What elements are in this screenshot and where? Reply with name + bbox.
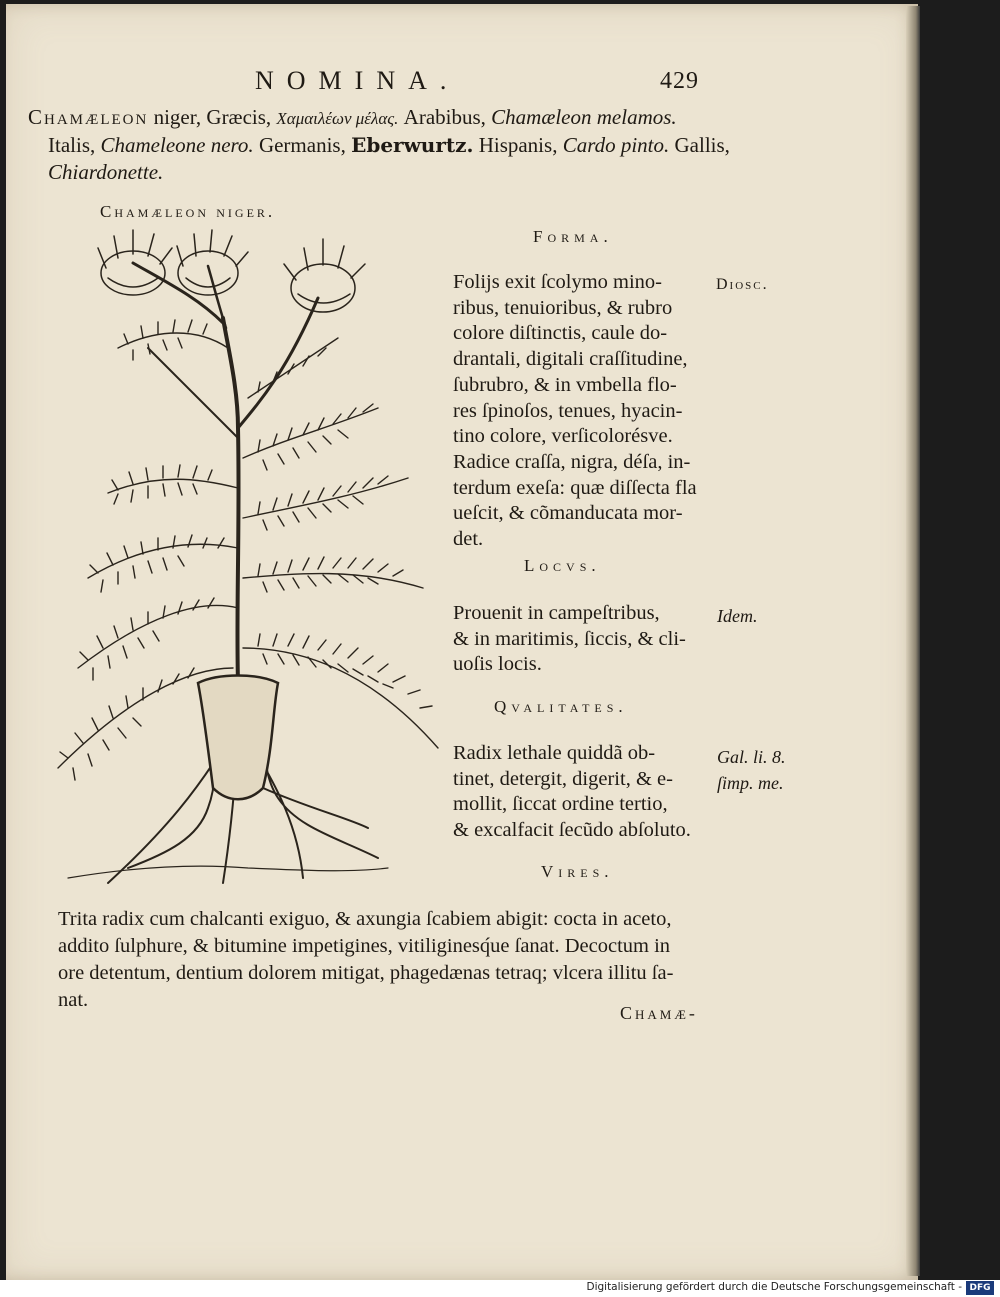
nomina-text: niger, Græcis,: [148, 105, 277, 129]
forma-line: Folijs exit ſcolymo mino-: [453, 271, 662, 293]
vires-line: ore detentum, dentium dolorem mitigat, phagedænas tetraq; vlcera illitu ſa-: [58, 962, 674, 984]
nomina-text: Italis,: [48, 133, 101, 157]
page-edge-shadow: [906, 6, 920, 1276]
qualitates-line: mollit, ſiccat ordine tertio,: [453, 793, 668, 816]
nomina-line-2: [28, 132, 728, 159]
footer-credit-text: Digitalisierung gefördert durch die Deutsche Forschungsgemeinschaft -: [586, 1281, 962, 1293]
nomina-headword: Chamæleon: [28, 105, 149, 129]
nomina-paragraph: [28, 104, 728, 186]
forma-line: tino colore, verſicolorésve.: [453, 425, 673, 448]
margin-note-line: Gal. li. 8.: [717, 747, 786, 767]
vires-line: addito ſulphure, & bitumine impetigines, vitiliginesq́ue ſanat. Decoctum in: [58, 935, 671, 957]
locus-paragraph: [453, 601, 686, 678]
qualitates-paragraph: [453, 741, 691, 844]
dfg-logo: DFG: [966, 1281, 994, 1295]
forma-paragraph: [453, 270, 697, 553]
page-number: 429: [660, 68, 699, 94]
nomina-line-3: Chiardonette.: [48, 160, 164, 184]
forma-line: terdum exeſa: quæ diſſecta fla: [453, 476, 697, 499]
forma-line: Radice craſſa, nigra, déſa, in-: [453, 450, 691, 473]
forma-line: ſubrubro, & in vmbella flo-: [453, 373, 677, 396]
nomina-text: Hispanis,: [473, 133, 563, 157]
vires-line: Trita radix cum chalcanti exiguo, & axungia ſcabiem abigit: cocta in aceto,: [58, 908, 672, 930]
margin-note-idem: Idem.: [717, 606, 758, 626]
nomina-arabic: Chamæleon melamos.: [491, 105, 677, 129]
forma-line: ueſcit, & cõmanducata mor-: [453, 502, 683, 525]
section-heading-qualitates: Qvalitates.: [494, 697, 628, 716]
nomina-text: Arabibus,: [398, 105, 492, 129]
margin-note-line: ſimp. me.: [717, 772, 784, 793]
forma-line: drantali, digitali craſſitudine,: [453, 348, 688, 371]
forma-line: ribus, tenuioribus, & rubro: [453, 296, 673, 319]
nomina-spanish: Cardo pinto.: [562, 133, 670, 157]
vires-paragraph: [58, 906, 673, 1014]
locus-line: & in maritimis, ſiccis, & cli-: [453, 627, 686, 650]
section-heading-locus: Locvs.: [524, 556, 601, 575]
forma-line: colore diſtinctis, caule do-: [453, 322, 668, 345]
qualitates-line: & excalfacit ſecũdo abſoluto.: [453, 819, 691, 842]
section-heading-forma: Forma.: [533, 227, 613, 246]
forma-line: res ſpinoſos, tenues, hyacin-: [453, 399, 683, 422]
nomina-text: Germanis,: [253, 133, 352, 157]
vires-line: nat.: [58, 989, 89, 1011]
margin-note-galen: [717, 745, 786, 796]
nomina-line-1: [28, 104, 728, 132]
qualitates-line: tinet, detergit, digerit, & e-: [453, 767, 673, 790]
section-heading-vires: Vires.: [541, 862, 614, 881]
locus-line: uoſis locis.: [453, 653, 542, 676]
qualitates-line: Radix lethale quiddã ob-: [453, 742, 656, 764]
forma-line: det.: [453, 528, 484, 551]
nomina-german: Eberwurtz.: [351, 133, 474, 157]
catchword: Chamæ-: [620, 1003, 698, 1023]
nomina-text: Gallis,: [669, 133, 730, 157]
margin-note-dioscorides: Diosc.: [716, 276, 769, 293]
nomina-greek: Χαμαιλέων μέλας.: [276, 109, 399, 128]
plant-woodcut-illustration: [48, 228, 448, 893]
nomina-italian: Chameleone nero.: [100, 133, 254, 157]
locus-line: Prouenit in campeſtribus,: [453, 602, 660, 624]
running-head: NOMINA.: [255, 66, 460, 95]
figure-caption: Chamæleon niger.: [100, 202, 276, 221]
